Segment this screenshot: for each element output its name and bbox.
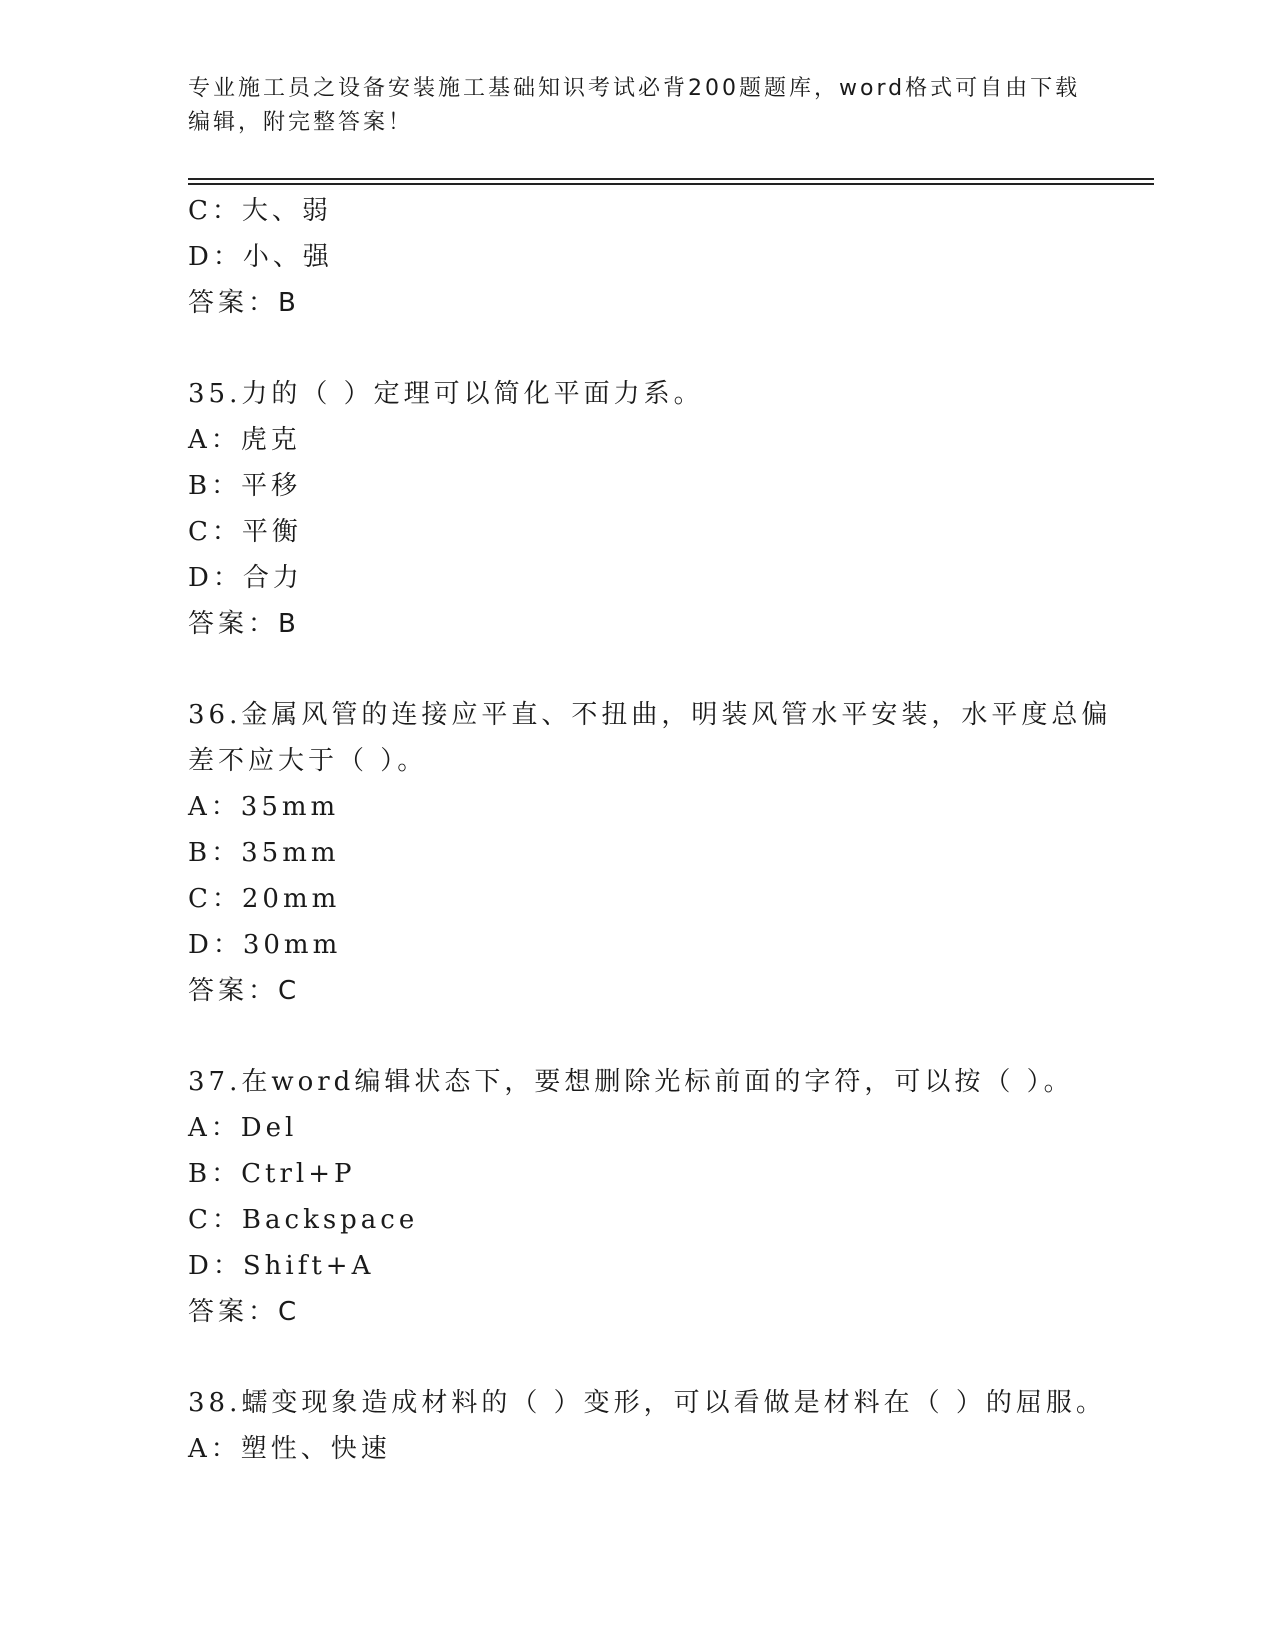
option-c: C：Backspace [188,1205,419,1235]
option-d: D：小、强 [188,242,333,272]
question-stem: 36.金属风管的连接应平直、不扭曲，明装风管水平安装，水平度总偏 [188,700,1112,730]
option-b: B：Ctrl+P [188,1159,356,1189]
header-divider-top [188,178,1154,180]
header-title-line-2: 编辑，附完整答案！ [188,110,414,135]
question-stem: 38.蠕变现象造成材料的（ ）变形，可以看做是材料在（ ）的屈服。 [188,1388,1106,1418]
header-divider-bottom [188,183,1154,185]
option-c: C：20mm [188,884,341,914]
question-stem: 37.在word编辑状态下，要想删除光标前面的字符，可以按（ ）。 [188,1067,1074,1097]
header-title-line-1: 专业施工员之设备安装施工基础知识考试必背200题题库，word格式可自由下载 [188,76,1081,101]
option-d: D：Shift+A [188,1251,375,1281]
answer-label: 答案：C [188,1297,301,1327]
spacer [188,326,1088,371]
option-c: C：平衡 [188,517,302,547]
option-d: D：合力 [188,563,303,593]
option-a: A：虎克 [188,425,301,455]
option-a: A：35mm [188,792,340,822]
question-35 [188,371,1088,647]
document-header [188,72,1088,140]
option-b: B：平移 [188,471,302,501]
question-36 [188,692,1112,1014]
option-a: A：Del [188,1113,298,1143]
question-list [188,188,1112,1472]
question-37 [188,1059,1088,1335]
option-c: C：大、弱 [188,196,332,226]
spacer [188,1014,1088,1059]
question-stem: 35.力的（ ）定理可以简化平面力系。 [188,379,704,409]
answer-label: 答案：B [188,609,300,639]
option-b: B：35mm [188,838,340,868]
question-stem-continued: 差不应大于（ ）。 [188,746,428,776]
answer-label: 答案：B [188,288,300,318]
option-d: D：30mm [188,930,342,960]
spacer [188,1335,1088,1380]
option-a: A：塑性、快速 [188,1434,391,1464]
answer-label: 答案：C [188,976,301,1006]
question-34-tail [188,188,1088,326]
question-38 [188,1380,1106,1472]
spacer [188,647,1088,692]
